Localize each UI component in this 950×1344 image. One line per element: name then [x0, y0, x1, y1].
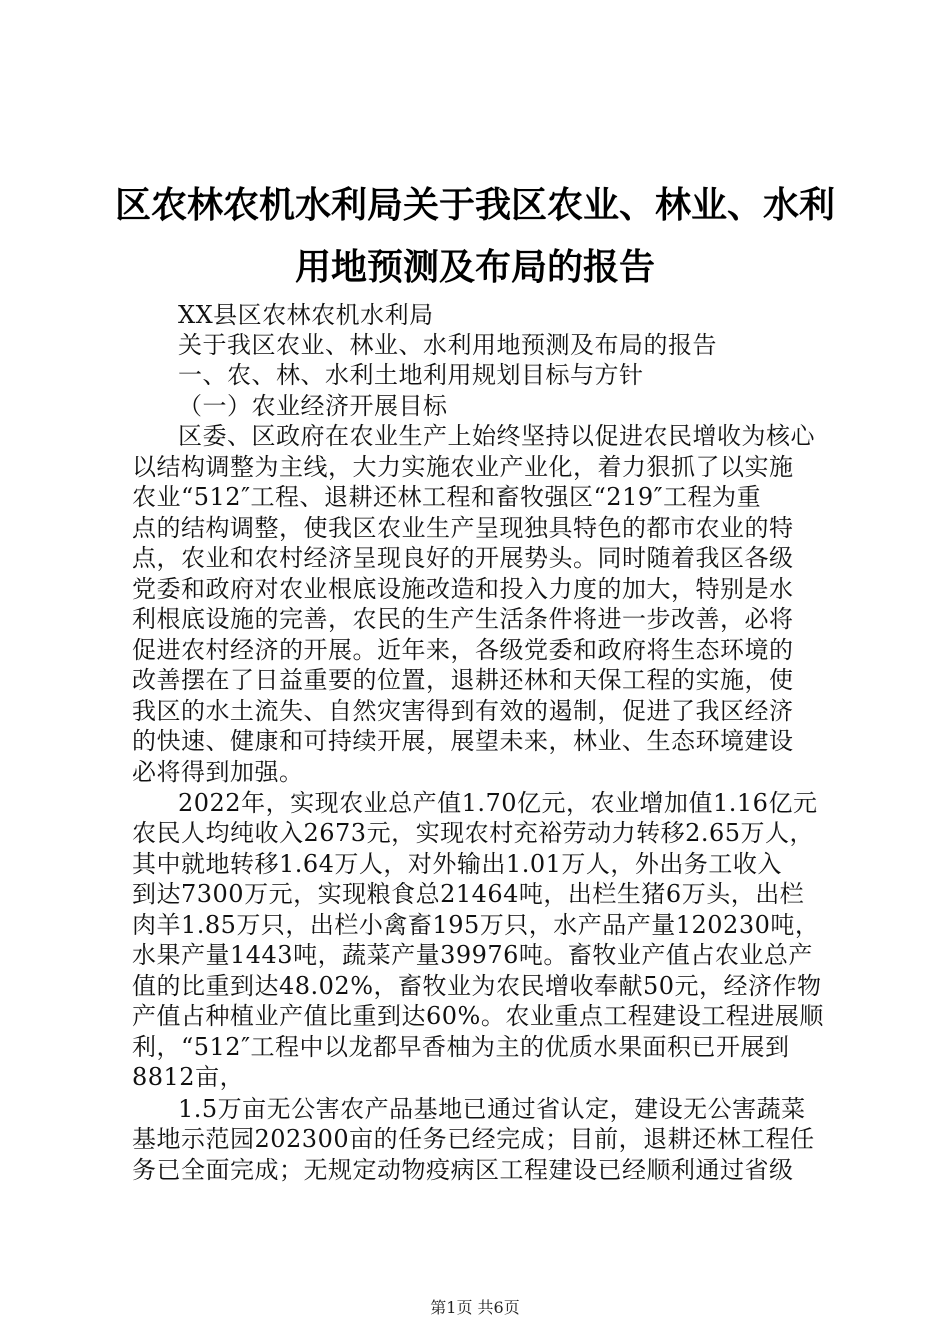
body-line: 以结构调整为主线，大力实施农业产业化，着力狠抓了以实施 [132, 453, 794, 481]
body-line: 其中就地转移1.64万人，对外输出1.01万人，外出务工收入 [132, 850, 782, 878]
body-line: 必将得到加强。 [132, 758, 304, 786]
body-line: 8812亩， [132, 1063, 245, 1091]
body-line: 关于我区农业、林业、水利用地预测及布局的报告 [178, 331, 717, 359]
body-line: 1.5万亩无公害农产品基地已通过省认定，建设无公害蔬菜 [178, 1095, 806, 1123]
document-title-line-1: 区农林农机水利局关于我区农业、林业、水利 [114, 185, 835, 226]
body-line: 利，“512″工程中以龙都早香柚为主的优质水果面积已开展到 [132, 1033, 790, 1061]
body-line: 基地示范园202300亩的任务已经完成；目前，退耕还林工程任 [132, 1125, 815, 1153]
body-line: 肉羊1.85万只，出栏小禽畜195万只，水产品产量120230吨， [132, 911, 820, 939]
body-line: 农业“512″工程、退耕还林工程和畜牧强区“219″工程为重 [132, 483, 762, 511]
body-line: 一、农、林、水利土地利用规划目标与方针 [178, 361, 644, 389]
body-line: XX县区农林农机水利局 [178, 301, 434, 329]
body-line: 我区的水土流失、自然灾害得到有效的遏制，促进了我区经济 [132, 697, 794, 725]
body-line: 产值占种植业产值比重到达60%。农业重点工程建设工程进展顺 [132, 1002, 824, 1030]
body-line: 点，农业和农村经济呈现良好的开展势头。同时随着我区各级 [132, 544, 794, 572]
body-line: 区委、区政府在农业生产上始终坚持以促进农民增收为核心 [178, 422, 815, 450]
body-line: 农民人均纯收入2673元，实现农村充裕劳动力转移2.65万人， [132, 819, 815, 847]
body-line: 2022年，实现农业总产值1.70亿元，农业增加值1.16亿元 [178, 789, 818, 817]
document-title-line-2: 用地预测及布局的报告 [294, 247, 655, 288]
body-line: 党委和政府对农业根底设施改造和投入力度的加大，特别是水 [132, 575, 794, 603]
body-line: 务已全面完成；无规定动物疫病区工程建设已经顺利通过省级 [132, 1156, 794, 1184]
body-line: 的快速、健康和可持续开展，展望未来，林业、生态环境建设 [132, 727, 794, 755]
body-line: 点的结构调整，使我区农业生产呈现独具特色的都市农业的特 [132, 514, 794, 542]
body-line: 利根底设施的完善，农民的生产生活条件将进一步改善，必将 [132, 605, 794, 633]
body-line: 到达7300万元，实现粮食总21464吨，出栏生猪6万头，出栏 [132, 880, 805, 908]
body-line: 促进农村经济的开展。近年来，各级党委和政府将生态环境的 [132, 636, 794, 664]
body-line: 水果产量1443吨，蔬菜产量39976吨。畜牧业产值占农业总产 [132, 941, 813, 969]
body-line: 值的比重到达48.02%，畜牧业为农民增收奉献50元，经济作物 [132, 972, 822, 1000]
body-line: （一）农业经济开展目标 [178, 392, 448, 420]
body-line: 改善摆在了日益重要的位置，退耕还林和天保工程的实施，使 [132, 666, 794, 694]
page-number-footer: 第1页 共6页 [430, 1298, 520, 1317]
